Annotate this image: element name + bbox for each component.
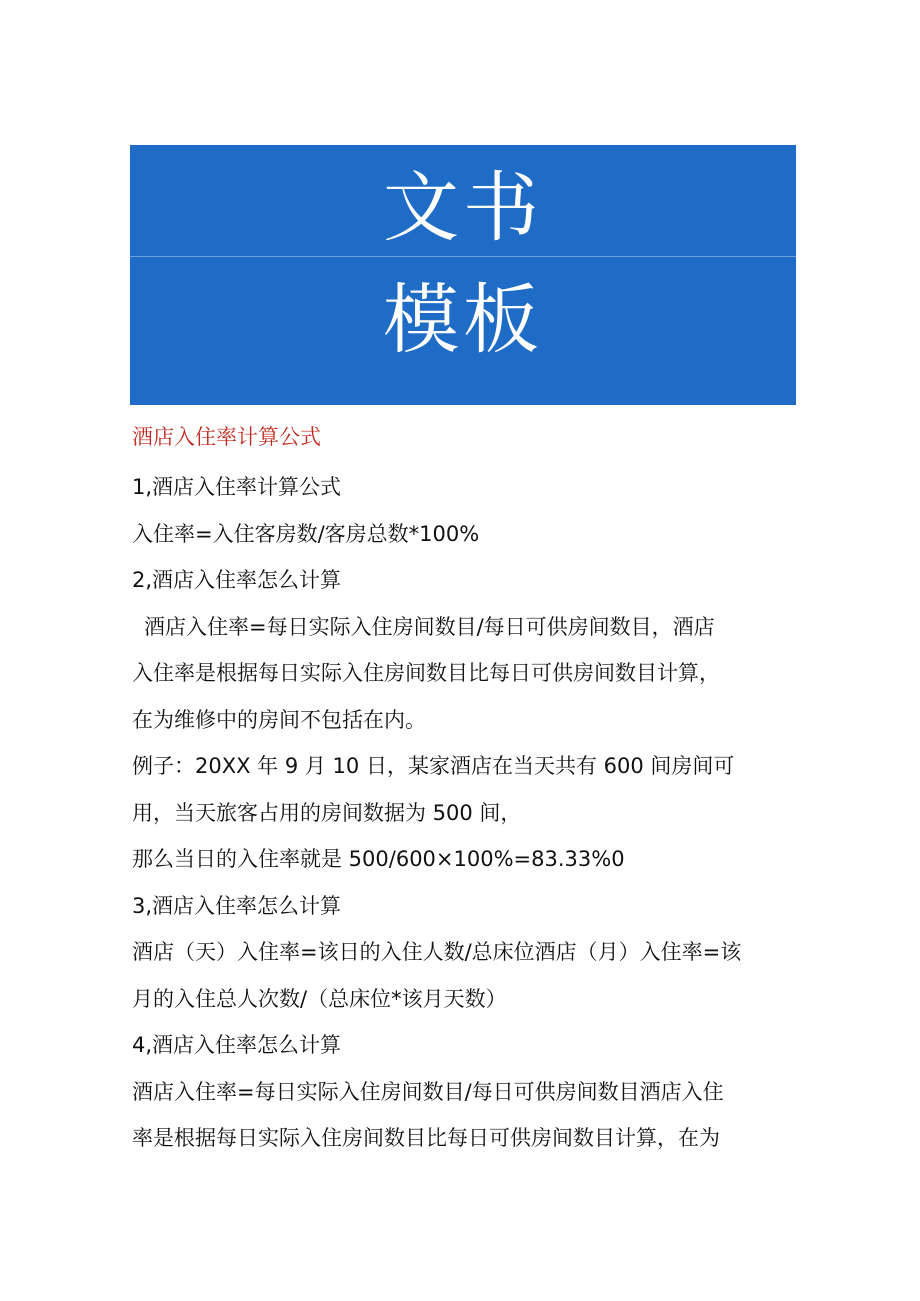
- section-1-heading: 1,酒店入住率计算公式: [132, 475, 342, 499]
- paragraph-line: 酒店入住率=每日实际入住房间数目/每日可供房间数目酒店入住: [132, 1079, 724, 1104]
- cover-title-line-1: 文书: [383, 163, 543, 252]
- paragraph-line: 酒店入住率=每日实际入住房间数目/每日可供房间数目，酒店: [144, 614, 715, 639]
- example-result-line: 那么当日的入住率就是 500/600×100%=83.33%0: [132, 847, 625, 871]
- paragraph-line: 入住率是根据每日实际入住房间数目比每日可供房间数目计算，: [132, 661, 720, 685]
- section-2-heading: 2,酒店入住率怎么计算: [132, 568, 342, 592]
- paragraph-line: 月的入住总人次数/（总床位*该月天数）: [132, 986, 507, 1011]
- paragraph-line: 在为维修中的房间不包括在内。: [132, 707, 426, 732]
- paragraph-line: 酒店（天）入住率=该日的入住人数/总床位酒店（月）入住率=该: [132, 940, 742, 964]
- paragraph-line: 率是根据每日实际入住房间数目比每日可供房间数目计算，在为: [132, 1126, 720, 1150]
- document-title: 酒店入住率计算公式: [132, 425, 321, 449]
- section-3-heading: 3,酒店入住率怎么计算: [132, 893, 342, 918]
- formula-line: 入住率=入住客房数/客房总数*100%: [132, 521, 480, 546]
- example-line: 用，当天旅客占用的房间数据为 500 间，: [132, 800, 522, 825]
- document-body: [132, 418, 800, 1162]
- cover-divider: [130, 256, 796, 257]
- cover-banner: [130, 145, 796, 405]
- cover-title-line-2: 模板: [383, 275, 543, 364]
- section-4-heading: 4,酒店入住率怎么计算: [132, 1033, 342, 1057]
- example-line: 例子：20XX 年 9 月 10 日，某家酒店在当天共有 600 间房间可: [132, 754, 735, 778]
